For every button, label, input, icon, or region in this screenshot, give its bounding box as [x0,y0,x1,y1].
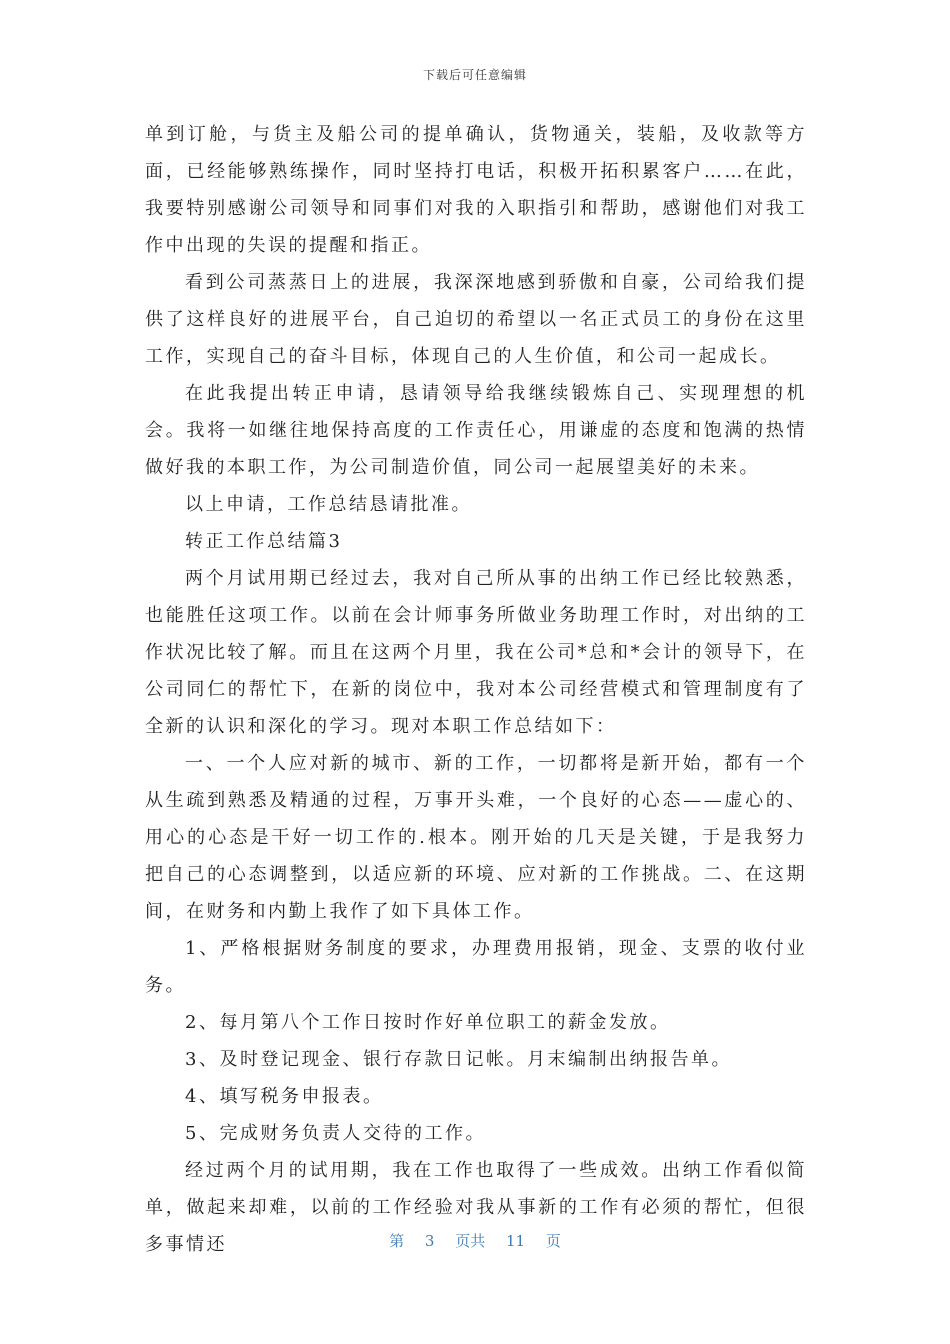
list-item: 5、完成财务负责人交待的工作。 [185,1123,486,1144]
list-item: 2、每月第八个工作日按时作好单位职工的薪金发放。 [185,1012,671,1033]
list-item: 3、及时登记现金、银行存款日记帐。月末编制出纳报告单。 [185,1049,732,1070]
footer-total-pages: 11 [506,1232,526,1250]
paragraph: 看到公司蒸蒸日上的进展，我深深地感到骄傲和自豪，公司给我们提供了这样良好的进展平台，自己迫切的希望以一名正式员工的身份在这里工作，实现自己的奋斗目标，体现自己的人生价值，和公司一起成长。 [145,272,807,367]
page-header: 下载后可任意编辑 [422,68,527,82]
footer-prefix: 第 [389,1232,405,1250]
paragraph: 在此我提出转正申请，恳请领导给我继续锻炼自己、实现理想的机会。我将一如继往地保持高度的工作责任心，用谦虚的态度和饱满的热情做好我的本职工作，为公司制造价值，同公司一起展望美好的未来。 [145,383,807,478]
paragraph: 两个月试用期已经过去，我对自己所从事的出纳工作已经比较熟悉，也能胜任这项工作。以前在会计师事务所做业务助理工作时，对出纳的工作状况比较了解。而且在这两个月里，我在公司*总和*会计的领导下，在公司同仁的帮忙下，在新的岗位中，我对本公司经营模式和管理制度有了全新的认识和深化的学习。现对本职工作总结如下： [145,568,807,737]
list-item: 4、填写税务申报表。 [185,1086,384,1107]
footer-page-number: 3 [424,1232,435,1250]
list-item: 1、严格根据财务制度的要求，办理费用报销，现金、支票的收付业务。 [145,938,807,996]
section-heading: 转正工作总结篇3 [185,531,343,552]
paragraph: 以上申请，工作总结恳请批准。 [185,494,472,515]
document-body [145,116,807,1263]
page-footer [0,1230,950,1251]
paragraph: 单到订舱，与货主及船公司的提单确认，货物通关，装船，及收款等方面，已经能够熟练操作，同时坚持打电话，积极开拓积累客户……在此，我要特别感谢公司领导和同事们对我的入职指引和帮助，感谢他们对我工作中出现的失误的提醒和指正。 [145,124,807,256]
footer-middle: 页共 [455,1232,486,1250]
paragraph: 经过两个月的试用期，我在工作也取得了一些成效。出纳工作看似简单，做起来却难，以前的工作经验对我从事新的工作有必须的帮忙，但很多事情还 [145,1160,807,1255]
paragraph: 一、一个人应对新的城市、新的工作，一切都将是新开始，都有一个从生疏到熟悉及精通的过程，万事开头难，一个良好的心态——虚心的、用心的心态是干好一切工作的.根本。刚开始的几天是关键，于是我努力把自己的心态调整到，以适应新的环境、应对新的工作挑战。二、在这期间，在财务和内勤上我作了如下具体工作。 [145,753,807,922]
footer-suffix: 页 [545,1232,561,1250]
